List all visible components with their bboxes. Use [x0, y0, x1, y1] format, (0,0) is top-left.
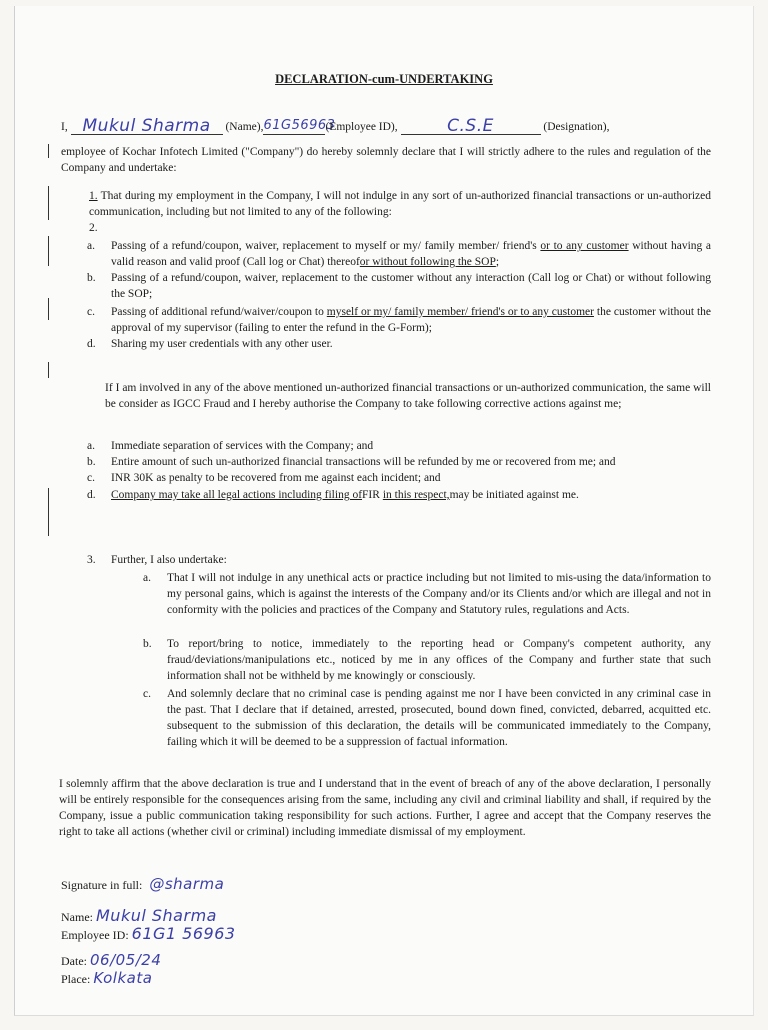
point-3-item-b	[143, 636, 711, 684]
designation-field: C.S.E	[401, 118, 541, 135]
point-3-heading-text: Further, I also undertake:	[111, 554, 227, 566]
intro-prefix: I,	[61, 121, 68, 133]
item-underlined-text: myself or my/ family member/ friend's or to any customer	[326, 306, 594, 318]
signature-image: @sharma	[149, 875, 225, 893]
item-text: Entire amount of such un-authorized financial transactions will be refunded by me or recovered from me; and	[111, 456, 616, 468]
point-3-number: 3.	[87, 554, 96, 566]
name-row	[61, 908, 217, 925]
item-label: b.	[87, 456, 96, 468]
consequence-c	[87, 470, 711, 486]
consequence-b	[87, 454, 711, 470]
signature-row	[61, 876, 224, 893]
consequence-a	[87, 438, 711, 454]
employee-id-row	[61, 926, 236, 943]
point-3-heading	[87, 552, 227, 568]
point-2-item-b	[87, 270, 711, 302]
item-text: Immediate separation of services with the Company; and	[111, 440, 374, 452]
margin-mark	[48, 362, 49, 378]
consequence-paragraph: If I am involved in any of the above mentioned un-authorized financial transactions or un-authorized communication, the same will be consider as IGCC Fraud and I hereby authorise the Company to take following corrective actions against me;	[105, 382, 711, 410]
designation-label: (Designation),	[543, 121, 610, 133]
point-2-item-a	[87, 238, 711, 270]
document-title: DECLARATION-cum-UNDERTAKING	[275, 72, 493, 86]
date-value: 06/05/24	[90, 951, 162, 969]
margin-mark	[48, 144, 49, 158]
affirmation-paragraph: I solemnly affirm that the above declaration is true and I understand that in the event of breach of any of the above declaration, I personally will be entirely responsible for the consequences arising from the same, including any civil and criminal liability and shall, if required by the Company, issue a public communication taking responsibility for such actions. Further, I agree and accept that the Company reserves the right to take all actions (whether civil or criminal) including immediate dismissal of my employment.	[59, 778, 711, 838]
item-label: b.	[87, 272, 96, 284]
name-label: Name:	[61, 910, 93, 924]
item-underlined-text: in this respect,	[382, 489, 450, 501]
point-2-item-c	[87, 304, 711, 336]
item-text: Passing of a refund/coupon, waiver, replacement to myself or my/ family member/ friend's	[111, 240, 537, 252]
name-value: Mukul Sharma	[96, 906, 217, 925]
point-3-item-a	[143, 570, 711, 618]
item-label: c.	[143, 688, 151, 700]
item-label: a.	[87, 440, 95, 452]
intro-text-part1: employee of Kochar Infotech Limited ("Company") do hereby solemnly declare that	[61, 146, 456, 158]
margin-mark	[48, 488, 49, 536]
item-text: ;	[495, 256, 500, 268]
intro-line	[61, 118, 711, 135]
item-text: Sharing my user credentials with any other user.	[111, 338, 333, 350]
point-2-number: 2.	[89, 222, 98, 234]
point-3-item-c	[143, 686, 711, 750]
item-text: may be initiated against me.	[449, 489, 579, 501]
date-label: Date:	[61, 954, 87, 968]
margin-mark	[48, 186, 49, 220]
item-label: d.	[87, 338, 96, 350]
consequence-d	[87, 487, 711, 503]
point-1-text: That during my employment in the Company, I will not indulge in any sort of un-authorized financial transactions or un-authorized communication, including but not limited to any of the following:	[89, 190, 711, 218]
date-row	[61, 952, 161, 969]
item-text: FIR	[362, 489, 380, 501]
place-row	[61, 970, 152, 987]
employee-id-field: 61G56963	[263, 118, 336, 133]
name-label: (Name),	[225, 121, 264, 133]
item-label: c.	[87, 472, 95, 484]
declaration-page	[14, 6, 754, 1016]
item-text: To report/bring to notice, immediately to the reporting head or Company's competent authority, any fraud/deviations/manipulations etc., noticed by me in any offices of the Company and further state that such information shall not be withheld by me knowingly or consciously.	[167, 638, 711, 682]
item-label: c.	[87, 306, 95, 318]
signature-label: Signature in full:	[61, 878, 143, 892]
item-underlined-text: Company may take all legal actions including filing of	[111, 489, 363, 501]
item-text: without having a valid reason and valid proof (Call log or Chat) thereof	[111, 240, 711, 268]
item-label: a.	[87, 240, 95, 252]
item-label: a.	[143, 572, 151, 584]
intro-text	[61, 144, 711, 176]
item-underlined-text: or to any customer	[540, 240, 629, 252]
item-text: the customer without the approval of my supervisor (failing to enter the refund in the G-Form);	[111, 306, 712, 334]
item-text: That I will not indulge in any unethical acts or practice including but not limited to mis-using the data/information to my personal gains, which is against the interests of the Company and/or its Clients and/or which are illegal and not in conformity with the policies and practices of the Company and Statutory rules, regulations and Acts.	[167, 572, 711, 616]
point-1-number: 1.	[89, 190, 98, 202]
point-2-item-d	[87, 336, 711, 352]
item-text: And solemnly declare that no criminal case is pending against me nor I have been convicted in any criminal case in the past. That I declare that if detained, arrested, prosecuted, bound down fined, convicted, debarred, acquitted etc. subsequent to the submission of this declaration, the details will be communicated immediately to the Company, failing which it will be deemed to be a suppression of factual information.	[167, 688, 711, 748]
item-text: Passing of a refund/coupon, waiver, replacement to the customer without any interaction (Call log or Chat) or without following the SOP;	[111, 272, 711, 300]
item-text: INR 30K as penalty to be recovered from me against each incident; and	[111, 472, 441, 484]
item-label: b.	[143, 638, 152, 650]
item-text: Passing of additional refund/waiver/coupon to	[111, 306, 324, 318]
place-label: Place:	[61, 972, 91, 986]
employee-id-label: (Employee ID),	[325, 121, 398, 133]
margin-mark	[48, 236, 49, 266]
item-label: d.	[87, 489, 96, 501]
name-field: Mukul Sharma	[71, 118, 223, 135]
item-underlined-text: or without following the SOP	[359, 256, 496, 268]
point-1	[89, 188, 711, 220]
place-value: Kolkata	[93, 969, 153, 987]
intro-text-part2: I will strictly adhere to the rules and regulation of the Company and undertake:	[61, 146, 711, 174]
employee-id-label: Employee ID:	[61, 928, 129, 942]
employee-id-value: 61G1 56963	[131, 924, 236, 943]
margin-mark	[48, 298, 49, 320]
